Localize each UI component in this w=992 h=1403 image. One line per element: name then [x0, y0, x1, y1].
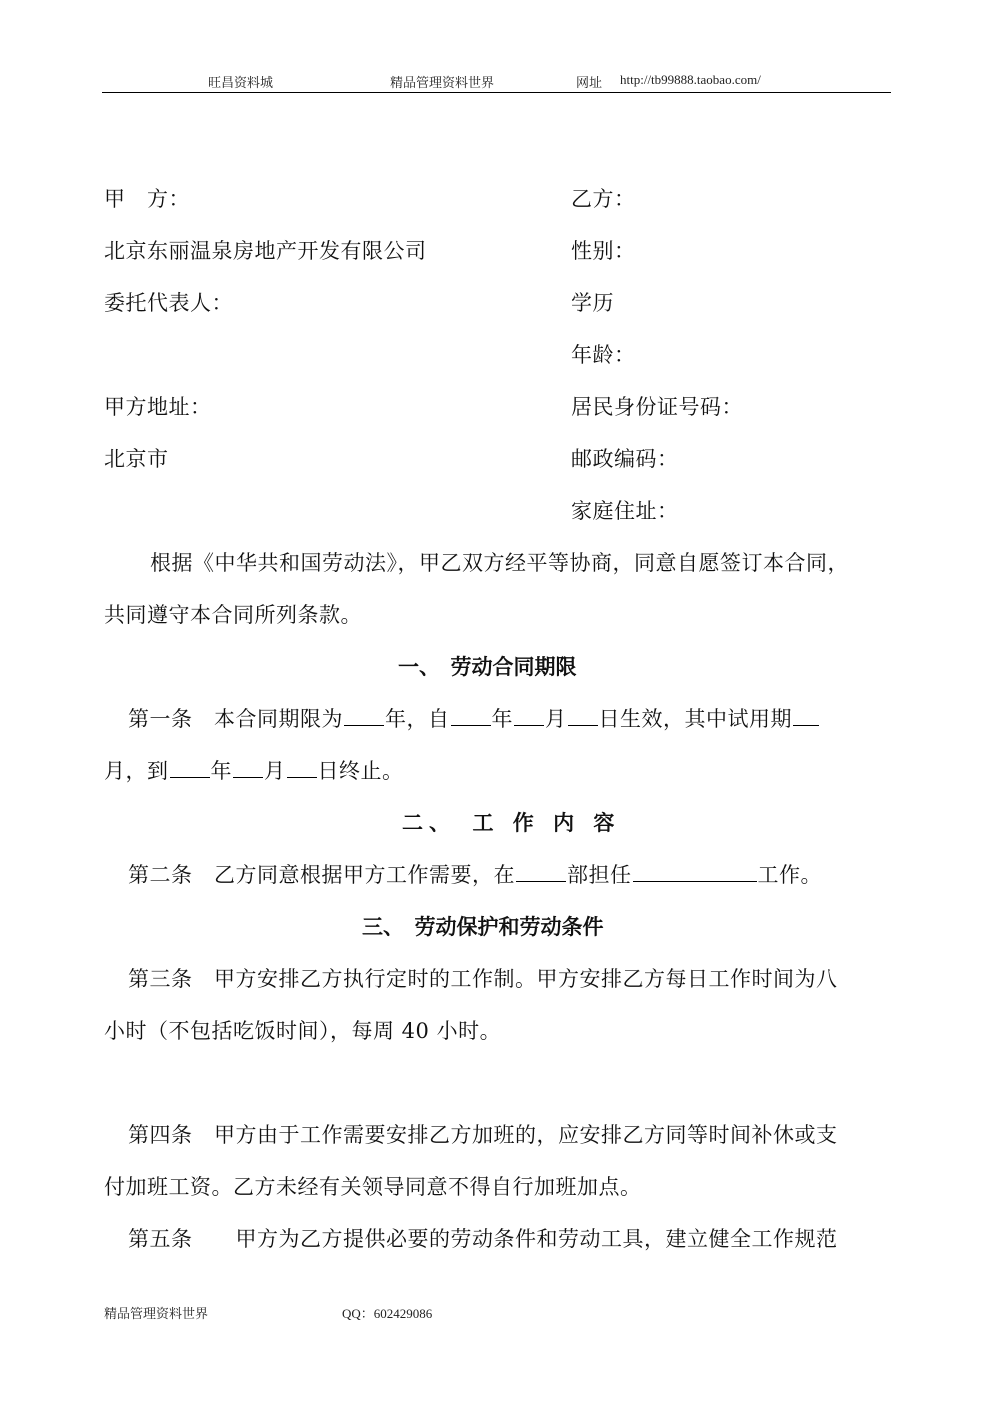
header-divider	[102, 92, 891, 93]
department-blank	[516, 863, 566, 882]
article-1-text-h: 月	[264, 759, 286, 783]
article-3-line-1: 第三条 甲方安排乙方执行定时的工作制。甲方安排乙方每日工作时间为八	[128, 967, 838, 991]
footer-qq: QQ：602429086	[342, 1306, 433, 1321]
start-month-blank	[514, 707, 544, 726]
article-4-line-2: 付加班工资。乙方未经有关领导同意不得自行加班加点。	[104, 1175, 642, 1199]
party-a-company: 北京东丽温泉房地产开发有限公司	[104, 239, 427, 263]
header-title: 精品管理资料世界	[390, 75, 495, 90]
party-a-address: 北京市	[104, 447, 169, 471]
article-2-line	[128, 862, 822, 888]
section-1-title: 一、 劳动合同期限	[398, 655, 577, 679]
party-b-home-address: 家庭住址：	[571, 499, 679, 523]
probation-blank	[793, 707, 819, 726]
article-5-line-1: 第五条 甲方为乙方提供必要的劳动条件和劳动工具，建立健全工作规范	[128, 1227, 838, 1251]
section-2-title: 二、 工 作 内 容	[402, 811, 621, 835]
article-1-text-f: 月，到	[104, 759, 169, 783]
party-b-education: 学历	[571, 291, 614, 315]
article-2-text-b: 部担任	[567, 863, 632, 887]
end-year-blank	[170, 759, 210, 778]
party-b-id-number: 居民身份证号码：	[571, 395, 743, 419]
party-b-age: 年龄：	[571, 343, 636, 367]
article-1-line-2	[104, 758, 404, 784]
article-1-text-g: 年	[210, 759, 232, 783]
article-2-text-c: 工作。	[757, 863, 822, 887]
article-2-text-a: 第二条 乙方同意根据甲方工作需要，在	[128, 863, 515, 887]
party-a-address-label: 甲方地址：	[104, 395, 212, 419]
end-month-blank	[233, 759, 263, 778]
article-1-text-c: 年	[491, 707, 513, 731]
position-blank	[633, 863, 757, 882]
article-1-text-i: 日终止。	[317, 759, 404, 783]
header-url-label: 网址	[576, 75, 603, 90]
end-day-blank	[287, 759, 317, 778]
intro-line-1: 根据《中华共和国劳动法》，甲乙双方经平等协商，同意自愿签订本合同，	[150, 551, 849, 575]
article-1-text-b: 年，自	[385, 707, 450, 731]
party-a-representative: 委托代表人：	[104, 291, 233, 315]
start-day-blank	[568, 707, 598, 726]
article-1-text-a: 第一条 本合同期限为	[128, 707, 343, 731]
header-url-link[interactable]: http://tb99888.taobao.com/	[620, 72, 761, 87]
header-site-name: 旺昌资料城	[208, 75, 274, 90]
article-1-text-d: 月	[545, 707, 567, 731]
party-b-gender: 性别：	[571, 239, 636, 263]
party-a-label: 甲 方：	[104, 187, 190, 211]
article-4-line-1: 第四条 甲方由于工作需要安排乙方加班的，应安排乙方同等时间补休或支	[128, 1123, 838, 1147]
party-b-label: 乙方：	[571, 187, 636, 211]
article-3-line-2: 小时（不包括吃饭时间），每周 40 小时。	[104, 1019, 502, 1043]
intro-line-2: 共同遵守本合同所列条款。	[104, 603, 362, 627]
term-years-blank	[344, 707, 384, 726]
article-1-text-e: 日生效，其中试用期	[598, 707, 792, 731]
footer-site-name: 精品管理资料世界	[104, 1306, 209, 1321]
section-3-title: 三、 劳动保护和劳动条件	[362, 915, 604, 939]
start-year-blank	[451, 707, 491, 726]
article-1-line-1	[128, 706, 820, 732]
party-b-postcode: 邮政编码：	[571, 447, 679, 471]
